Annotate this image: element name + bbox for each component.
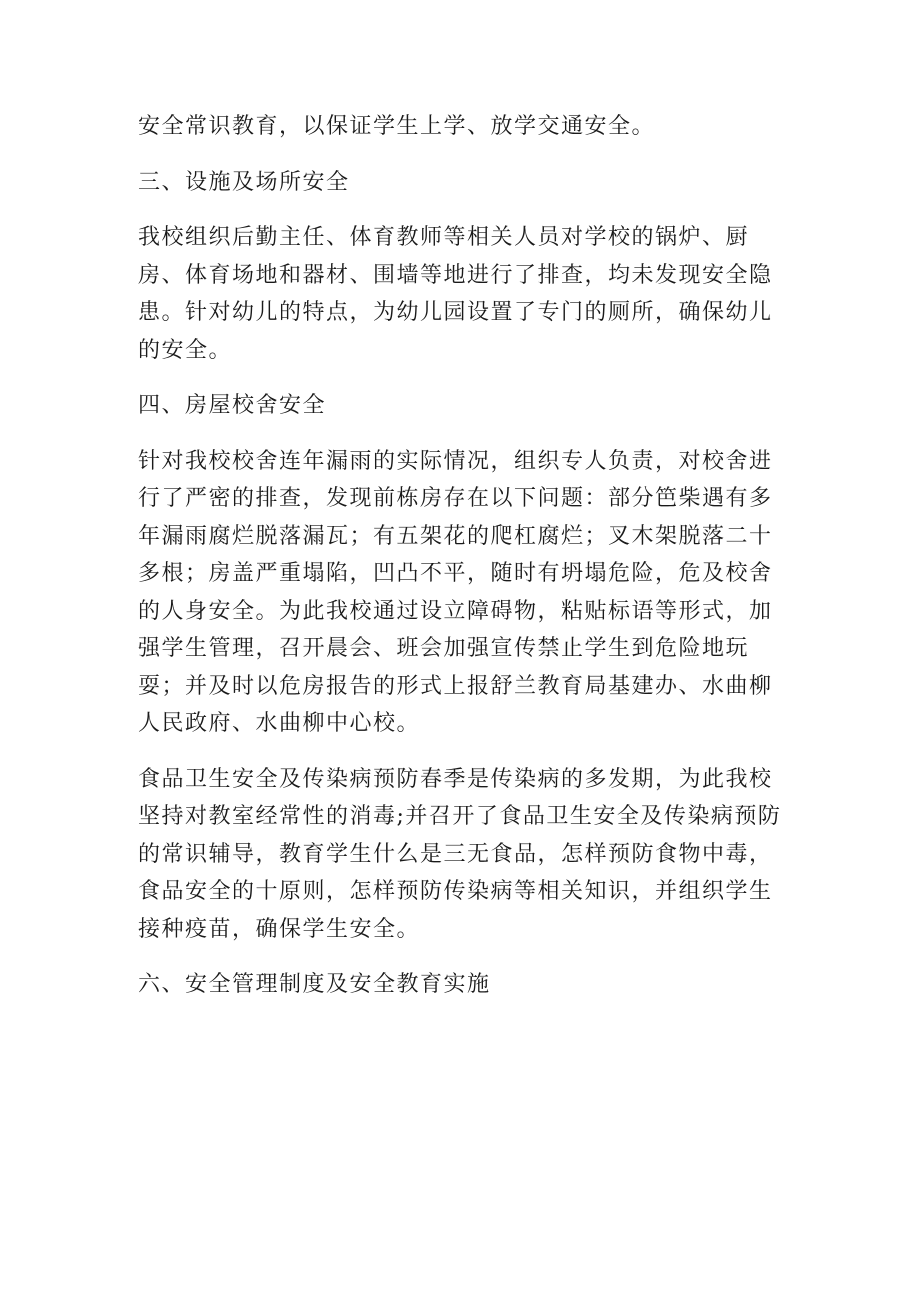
paragraph-buildings: 针对我校校舍连年漏雨的实际情况，组织专人负责，对校舍进行了严密的排查，发现前栋房存在以下问题：部分笆柴遇有多年漏雨腐烂脱落漏瓦；有五架花的爬杠腐烂；叉木架脱落二十多根；房盖严重塌陷，凹凸不平，随时有坍塌危险，危及校舍的人身安全。为此我校通过设立障碍物，粘贴标语等形式，加强学生管理，召开晨会、班会加强宣传禁止学生到危险地玩耍；并及时以危房报告的形式上报舒兰教育局基建办、水曲柳人民政府、水曲柳中心校。: [138, 448, 773, 736]
paragraph-traffic-safety: 安全常识教育，以保证学生上学、放学交通安全。: [138, 114, 656, 139]
document-body: [138, 108, 788, 1022]
section-heading-buildings: 四、房屋校舍安全: [138, 393, 327, 418]
paragraph-facilities: 我校组织后勤主任、体育教师等相关人员对学校的锅炉、厨房、体育场地和器材、围墙等地进行了排查，均未发现安全隐患。针对幼儿的特点，为幼儿园设置了专门的厕所，确保幼儿的安全。: [138, 225, 773, 363]
section-heading-facilities: 三、设施及场所安全: [138, 169, 350, 195]
paragraph-food-hygiene: 食品卫生安全及传染病预防春季是传染病的多发期，为此我校坚持对教室经常性的消毒;并召开了食品卫生安全及传染病预防的常识辅导，教育学生什么是三无食品，怎样预防食物中毒，食品安全的十原则，怎样预防传染病等相关知识，并组织学生接种疫苗，确保学生安全。: [138, 766, 782, 942]
section-heading-management: 六、安全管理制度及安全教育实施: [138, 972, 491, 997]
